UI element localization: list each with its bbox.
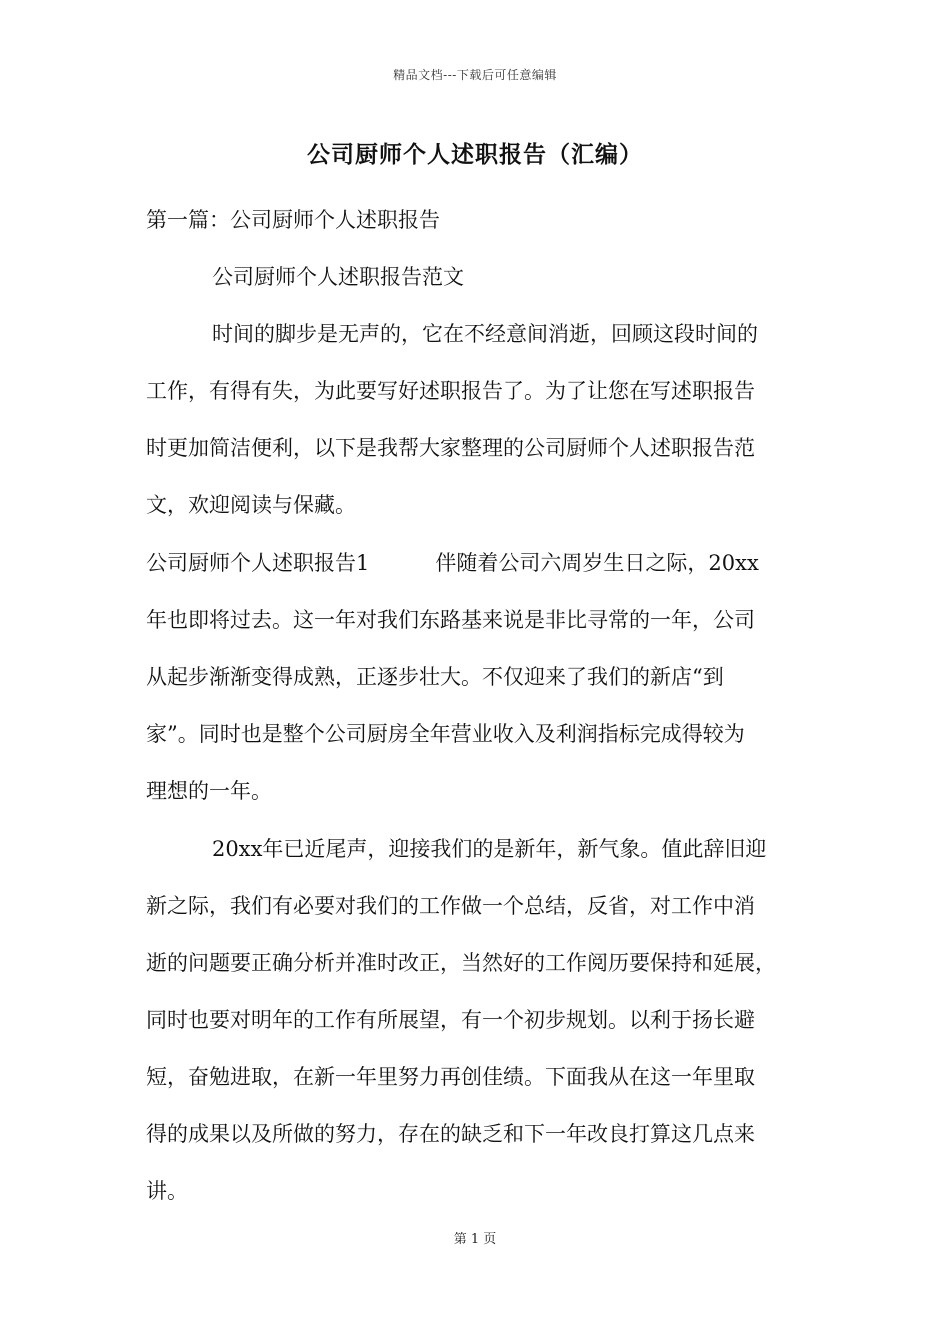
paragraph-line: 短，奋勉进取，在新一年里努力再创佳绩。下面我从在这一年里取 <box>146 1065 755 1089</box>
paragraph-line: 从起步渐渐变得成熟，正逐步壮大。不仅迎来了我们的新店“到 <box>146 665 724 689</box>
paragraph-line: 新之际，我们有必要对我们的工作做一个总结，反省，对工作中消 <box>146 894 755 918</box>
paragraph-line: 20xx年已近尾声，迎接我们的是新年，新气象。值此辞旧迎 <box>212 837 767 861</box>
paragraph-line: 理想的一年。 <box>146 779 272 803</box>
document-title: 公司厨师个人述职报告（汇编） <box>307 141 643 168</box>
page-footer: 第 1 页 <box>453 1232 497 1247</box>
paragraph-line: 文，欢迎阅读与保藏。 <box>146 493 356 517</box>
paragraph-line: 工作，有得有失，为此要写好述职报告了。为了让您在写述职报告 <box>146 379 755 403</box>
report-label: 公司厨师个人述职报告1 <box>146 551 370 575</box>
paragraph-line: 年也即将过去。这一年对我们东路基来说是非比寻常的一年，公司 <box>146 608 755 632</box>
section-heading: 第一篇：公司厨师个人述职报告 <box>146 208 440 232</box>
paragraph-line: 时间的脚步是无声的，它在不经意间消逝，回顾这段时间的 <box>212 322 758 346</box>
report-text: 伴随着公司六周岁生日之际，20xx <box>435 551 759 575</box>
page-header: 精品文档---下载后可任意编辑 <box>393 68 557 82</box>
report-line <box>146 553 759 574</box>
paragraph-line: 讲。 <box>146 1179 188 1203</box>
paragraph-line: 时更加简洁便利，以下是我帮大家整理的公司厨师个人述职报告范 <box>146 436 755 460</box>
subheading: 公司厨师个人述职报告范文 <box>212 265 464 289</box>
paragraph-line: 家”。同时也是整个公司厨房全年营业收入及利润指标完成得较为 <box>146 722 745 746</box>
paragraph-line: 逝的问题要正确分析并准时改正，当然好的工作阅历要保持和延展， <box>146 951 776 975</box>
paragraph-line: 得的成果以及所做的努力，存在的缺乏和下一年改良打算这几点来 <box>146 1122 755 1146</box>
paragraph-line: 同时也要对明年的工作有所展望，有一个初步规划。以利于扬长避 <box>146 1008 755 1032</box>
